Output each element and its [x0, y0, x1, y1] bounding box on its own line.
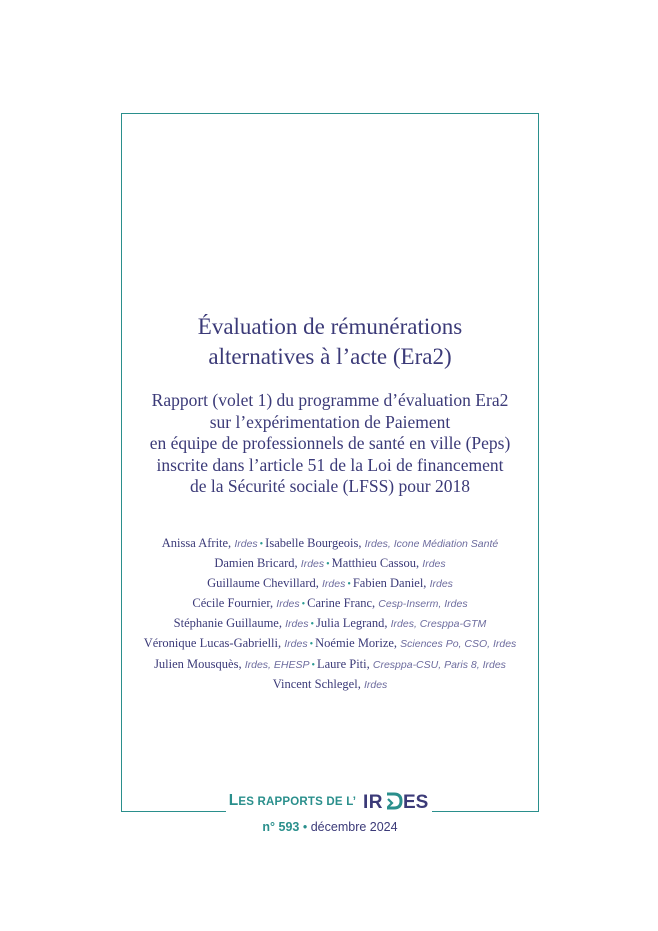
issue-date: décembre 2024	[310, 820, 398, 834]
author-separator: •	[310, 619, 314, 631]
series-name	[229, 792, 356, 808]
subtitle-line: sur l’expérimentation de Paiement	[209, 411, 451, 432]
author-affiliation: Irdes	[234, 538, 258, 550]
series-label	[226, 790, 432, 816]
author-name: Julien Mousquès,	[154, 656, 245, 671]
author-name: Julia Legrand,	[315, 616, 391, 631]
author-affiliation: Cesp-Inserm, Irdes	[378, 598, 468, 611]
report-title-line-2: alternatives à l’acte (Era2)	[208, 344, 452, 369]
report-title	[121, 312, 539, 372]
author-name: Isabelle Bourgeois,	[265, 536, 365, 550]
author-line	[121, 534, 539, 554]
author-name: Matthieu Cassou,	[331, 556, 423, 571]
author-affiliation: Irdes	[284, 638, 308, 651]
author-affiliation: Sciences Po, CSO, Irdes	[400, 638, 517, 651]
author-line	[121, 675, 539, 695]
series-name-rest: ES RAPPORTS DE L’	[238, 795, 357, 808]
author-name: Fabien Daniel,	[352, 576, 430, 591]
author-affiliation: Irdes	[422, 558, 446, 571]
author-affiliation: Irdes	[276, 598, 300, 611]
author-affiliation: Irdes	[363, 678, 388, 691]
author-affiliation: Irdes, Icone Médiation Santé	[364, 538, 499, 550]
subtitle-line: Rapport (volet 1) du programme d’évaluation Era2	[151, 390, 509, 410]
issue-separator: •	[302, 820, 308, 834]
author-separator: •	[259, 539, 264, 550]
author-list	[121, 534, 539, 695]
irdes-logo-icon	[363, 791, 429, 811]
author-affiliation: Irdes, Cresppa-GTM	[390, 618, 487, 631]
author-separator: •	[347, 579, 351, 591]
subtitle-line: de la Sécurité sociale (LFSS) pour 2018	[190, 476, 470, 496]
author-name: Guillaume Chevillard,	[207, 576, 322, 591]
author-separator: •	[309, 639, 314, 651]
author-name: Stéphanie Guillaume,	[173, 616, 286, 631]
subtitle-line: inscrite dans l’article 51 de la Loi de financement	[156, 454, 504, 475]
report-title-line-1: Évaluation de rémunérations	[197, 314, 463, 339]
issue-number: n° 593	[262, 820, 300, 834]
author-affiliation: Irdes	[285, 618, 309, 631]
author-affiliation: Irdes	[429, 578, 453, 591]
author-line	[121, 634, 539, 654]
author-affiliation: Irdes	[300, 558, 325, 571]
author-name: Anissa Afrite,	[161, 536, 235, 550]
author-separator: •	[311, 659, 315, 671]
svg-text:IR: IR	[363, 791, 384, 811]
subtitle-line: en équipe de professionnels de santé en ville (Peps)	[149, 433, 511, 453]
author-name: Véronique Lucas-Gabrielli,	[143, 636, 285, 651]
author-name: Laure Piti,	[316, 656, 373, 671]
author-line	[121, 655, 539, 675]
author-line	[121, 594, 539, 614]
author-name: Cécile Fournier,	[192, 596, 277, 611]
author-name: Vincent Schlegel,	[272, 676, 364, 691]
author-line	[121, 574, 539, 594]
report-subtitle	[121, 390, 539, 498]
author-separator: •	[301, 599, 306, 611]
issue-info	[121, 820, 539, 834]
author-affiliation: Cresppa-CSU, Paris 8, Irdes	[372, 658, 506, 671]
author-separator: •	[326, 559, 330, 571]
author-line	[121, 554, 539, 574]
svg-text:ES: ES	[403, 791, 429, 811]
author-affiliation: Irdes, EHESP	[244, 658, 310, 671]
author-name: Carine Franc,	[307, 596, 379, 611]
author-name: Noémie Morize,	[315, 636, 401, 651]
author-affiliation: Irdes	[321, 578, 346, 591]
author-name: Damien Bricard,	[214, 556, 301, 571]
author-line	[121, 614, 539, 634]
series-name-initial: L	[228, 791, 239, 809]
